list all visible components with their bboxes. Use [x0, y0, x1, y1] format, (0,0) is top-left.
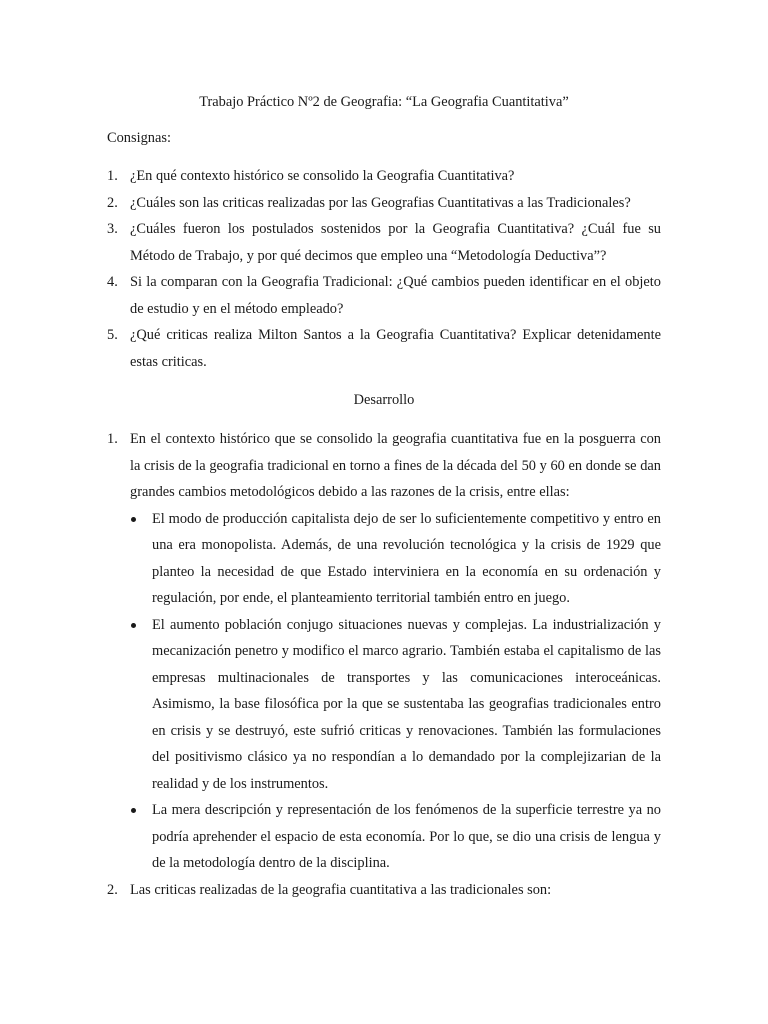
bullet-icon [131, 517, 136, 522]
document-title: Trabajo Práctico Nº2 de Geografia: “La Geografia Cuantitativa” [199, 94, 569, 110]
bullet-item [130, 506, 661, 612]
question-number: 4. [107, 274, 118, 290]
question-item [107, 269, 661, 322]
desarrollo-heading: Desarrollo [353, 392, 415, 408]
question-item [107, 163, 661, 190]
question-text: ¿En qué contexto histórico se consolido la Geografia Cuantitativa? [130, 168, 515, 184]
bullet-text: El aumento población conjugo situaciones nuevas y complejas. La industrialización y mecanización penetro y modifico el marco agrario. También estaba el capitalismo de las empresas multinacionales de transportes y las comunicaciones interoceánicas. Asimismo, la base filosófica por la que se sustentaba las geografias tradicionales entro en crisis y se destruyó, este sufrió criticas y renovaciones. También las formulaciones del positivismo clásico ya no respondían a lo demandado por la complejizarian de la realidad y de los instrumentos. [152, 616, 661, 792]
answer-number: 2. [107, 881, 118, 898]
bullet-item [130, 797, 661, 877]
answer-item [107, 877, 661, 904]
consignas-heading: Consignas: [107, 130, 171, 146]
question-number: 1. [107, 168, 118, 184]
answer-item [107, 426, 661, 877]
bullet-text: La mera descripción y representación de los fenómenos de la superficie terrestre ya no podría aprehender el espacio de esta economía. Por lo que, se dio una crisis de lengua y de la metodología dentro de la disciplina. [152, 802, 661, 871]
question-item [107, 322, 661, 375]
questions-list [107, 163, 661, 375]
question-number: 5. [107, 327, 118, 343]
question-item [107, 190, 661, 217]
bullet-text: El modo de producción capitalista dejo de ser lo suficientemente competitivo y entro en una era monopolista. Además, de una revolución tecnológica y la crisis de 1929 que planteo la necesidad de que Estado interviniera en la economía en su ordenación y regulación, por ende, el planteamiento territorial también entro en juego. [152, 510, 661, 606]
answers-list [107, 426, 661, 903]
question-text: ¿Cuáles fueron los postulados sostenidos por la Geografia Cuantitativa? ¿Cuál fue su Método de Trabajo, y por qué decimos que empleo una “Metodología Deductiva”? [130, 221, 661, 264]
question-item [107, 216, 661, 269]
answer-bullets [130, 506, 661, 877]
answer-number: 1. [107, 431, 118, 447]
question-text: Si la comparan con la Geografia Tradicional: ¿Qué cambios pueden identificar en el objeto de estudio y en el método empleado? [130, 274, 661, 317]
bullet-icon [131, 623, 136, 628]
question-text: ¿Cuáles son las criticas realizadas por las Geografias Cuantitativas a las Tradicionales? [130, 194, 631, 211]
question-number: 2. [107, 194, 118, 211]
answer-text: Las criticas realizadas de la geografia cuantitativa a las tradicionales son: [130, 881, 552, 898]
question-text: ¿Qué criticas realiza Milton Santos a la Geografia Cuantitativa? Explicar detenidamente estas criticas. [130, 327, 661, 370]
question-number: 3. [107, 221, 118, 237]
answer-text: En el contexto histórico que se consolido la geografia cuantitativa fue en la posguerra con la crisis de la geografia tradicional en torno a fines de la década del 50 y 60 en donde se dan grandes cambios metodológicos debido a las razones de la crisis, entre ellas: [130, 431, 661, 500]
bullet-item [130, 612, 661, 798]
bullet-icon [131, 808, 136, 813]
